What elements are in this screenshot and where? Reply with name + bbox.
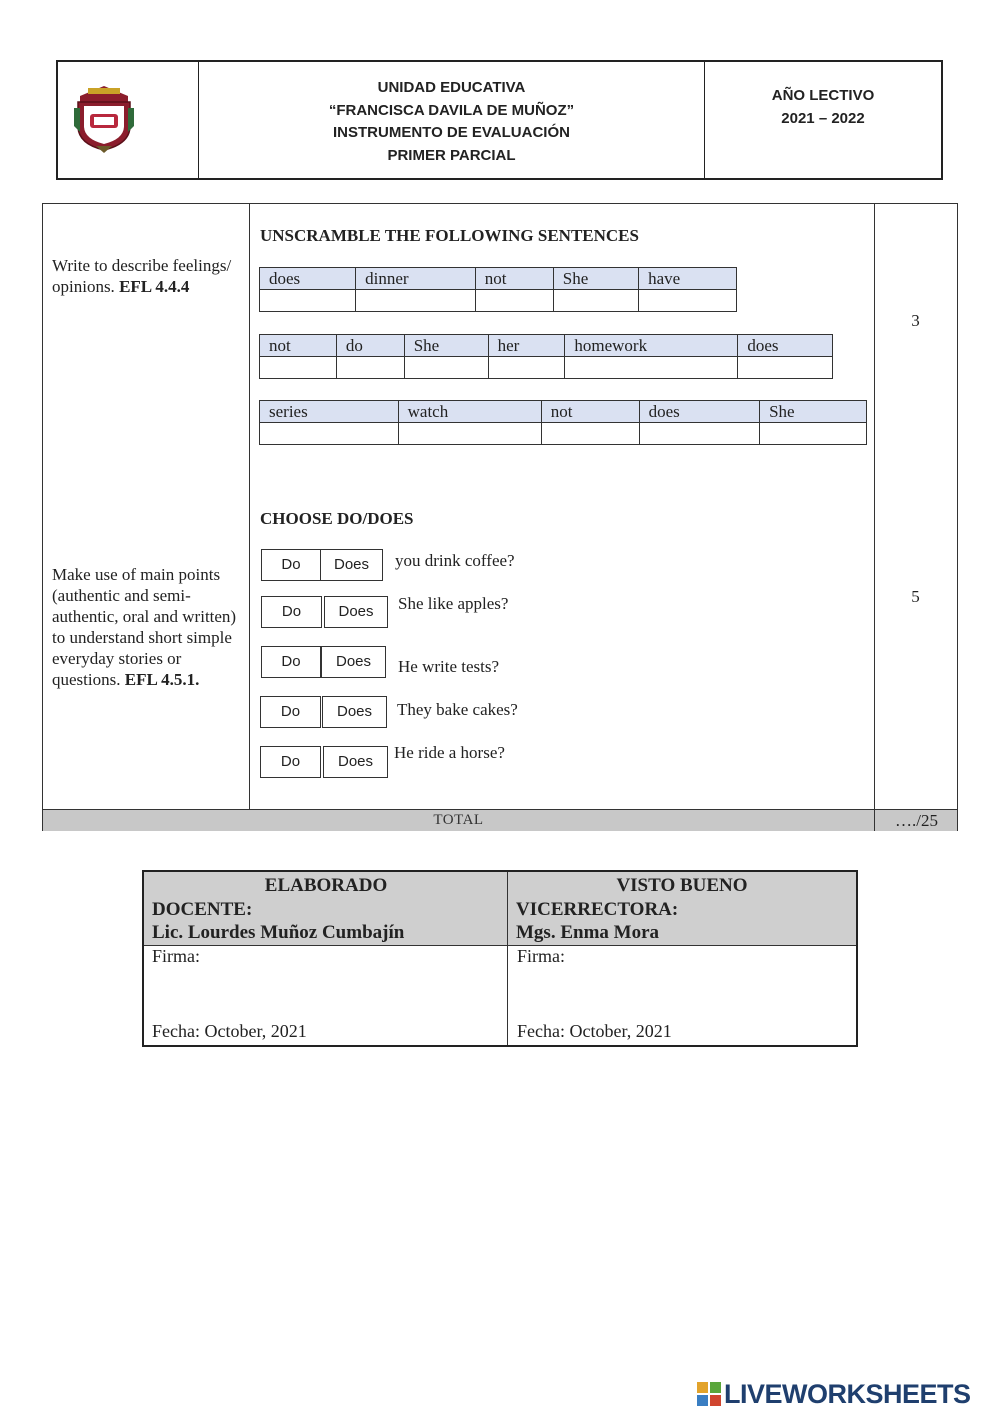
answer-slot[interactable]	[336, 357, 404, 379]
vicerrectora-fecha: Fecha: October, 2021	[517, 1021, 672, 1041]
vicerrectora-name: Mgs. Enma Mora	[516, 922, 660, 943]
liveworksheets-brand[interactable]	[697, 1377, 997, 1411]
brand-text: LIVEWORKSHEETS	[724, 1379, 971, 1409]
question-text: They bake cakes?	[397, 700, 518, 719]
school-crest-icon	[70, 82, 138, 154]
total-score: …./25	[874, 810, 958, 831]
word-cell[interactable]: She	[404, 335, 488, 357]
teacher-name: Lic. Lourdes Muñoz Cumbajín	[152, 922, 405, 943]
question-text: He write tests?	[398, 657, 500, 676]
answer-slot[interactable]	[738, 357, 833, 379]
teacher-fecha: Fecha: October, 2021	[152, 1021, 307, 1041]
total-label: TOTAL	[433, 812, 484, 828]
word-cell[interactable]: dinner	[356, 268, 476, 290]
answer-slot[interactable]	[760, 423, 867, 445]
signature-roles-row	[144, 897, 856, 946]
objective-writing	[52, 255, 242, 297]
option-do[interactable]: Do	[260, 696, 321, 728]
word-cell[interactable]: her	[488, 335, 565, 357]
word-cell[interactable]: not	[541, 401, 639, 423]
document-header	[56, 60, 943, 180]
vicerrectora-role	[508, 898, 678, 944]
column-divider-left	[249, 204, 250, 809]
answer-slot[interactable]	[639, 423, 760, 445]
choose-title: CHOOSE DO/DOES	[260, 509, 414, 528]
word-cell[interactable]: watch	[398, 401, 541, 423]
question-text: She like apples?	[398, 594, 509, 613]
option-does[interactable]: Does	[323, 746, 388, 778]
vicerrectora-firma-label: Firma:	[517, 946, 565, 966]
option-do[interactable]: Do	[261, 596, 322, 628]
instrument-title: INSTRUMENTO DE EVALUACIÓN	[333, 124, 570, 141]
answer-slot[interactable]	[260, 423, 399, 445]
objective-reading-text: Make use of main points (authentic and semi-authentic, oral and written) to understand short simple everyday stories or questions.	[52, 565, 237, 689]
unscramble-score: 3	[911, 311, 920, 330]
answer-slot[interactable]	[356, 290, 476, 312]
option-does[interactable]: Does	[320, 549, 383, 581]
signature-column-divider	[507, 872, 508, 1045]
term-title: PRIMER PARCIAL	[387, 146, 516, 164]
total-row	[43, 809, 957, 831]
logo-cell	[58, 62, 199, 178]
signature-header-row	[144, 872, 856, 898]
answer-slot[interactable]	[488, 357, 565, 379]
answer-slot[interactable]	[565, 357, 738, 379]
answer-slot[interactable]	[639, 290, 737, 312]
evaluation-table	[42, 203, 958, 831]
unscramble-sentence-3	[259, 400, 867, 445]
school-year-cell	[705, 62, 941, 178]
teacher-firma-label: Firma:	[152, 946, 200, 966]
year-label: AÑO LECTIVO	[771, 87, 875, 104]
visto-bueno-header: VISTO BUENO	[616, 875, 748, 896]
answer-slot[interactable]	[541, 423, 639, 445]
objective-writing-text: Write to describe feelings/ opinions.	[52, 256, 232, 296]
school-name-line2: “FRANCISCA DAVILA DE MUÑOZ”	[328, 101, 575, 119]
option-does[interactable]: Does	[321, 646, 386, 678]
liveworksheets-logo-icon	[697, 1382, 721, 1406]
teacher-role-label: DOCENTE:	[152, 899, 253, 920]
option-do[interactable]: Do	[261, 646, 321, 678]
unscramble-sentence-2	[259, 334, 833, 379]
question-text: you drink coffee?	[395, 551, 515, 570]
column-divider-right	[874, 204, 875, 809]
word-cell[interactable]: does	[639, 401, 760, 423]
answer-slot[interactable]	[260, 290, 356, 312]
word-cell[interactable]: homework	[565, 335, 738, 357]
option-does[interactable]: Does	[322, 696, 387, 728]
option-do[interactable]: Do	[260, 746, 321, 778]
year-value: 2021 – 2022	[781, 110, 865, 127]
answer-slot[interactable]	[260, 357, 337, 379]
word-cell[interactable]: She	[553, 268, 638, 290]
unscramble-title: UNSCRAMBLE THE FOLLOWING SENTENCES	[260, 226, 639, 245]
answer-slot[interactable]	[404, 357, 488, 379]
choose-score: 5	[911, 587, 920, 606]
answer-slot[interactable]	[553, 290, 638, 312]
school-name-line1: UNIDAD EDUCATIVA	[377, 79, 526, 96]
word-cell[interactable]: have	[639, 268, 737, 290]
elaborado-header: ELABORADO	[264, 875, 388, 896]
word-cell[interactable]: not	[475, 268, 553, 290]
option-do[interactable]: Do	[261, 549, 321, 581]
word-cell[interactable]: not	[260, 335, 337, 357]
question-text: He ride a horse?	[394, 743, 505, 762]
answer-slot[interactable]	[398, 423, 541, 445]
word-cell[interactable]: She	[760, 401, 867, 423]
objective-reading-code: EFL 4.5.1.	[124, 670, 200, 689]
answer-slot[interactable]	[475, 290, 553, 312]
word-cell[interactable]: does	[738, 335, 833, 357]
objective-reading	[52, 564, 246, 690]
unscramble-sentence-1	[259, 267, 737, 312]
word-cell[interactable]: does	[260, 268, 356, 290]
school-title-cell	[199, 62, 705, 178]
teacher-role	[144, 898, 404, 944]
objective-writing-code: EFL 4.4.4	[119, 277, 190, 296]
option-does[interactable]: Does	[324, 596, 388, 628]
vicerrectora-role-label: VICERRECTORA:	[516, 899, 679, 920]
signature-table	[142, 870, 858, 1047]
word-cell[interactable]: do	[336, 335, 404, 357]
word-cell[interactable]: series	[260, 401, 399, 423]
